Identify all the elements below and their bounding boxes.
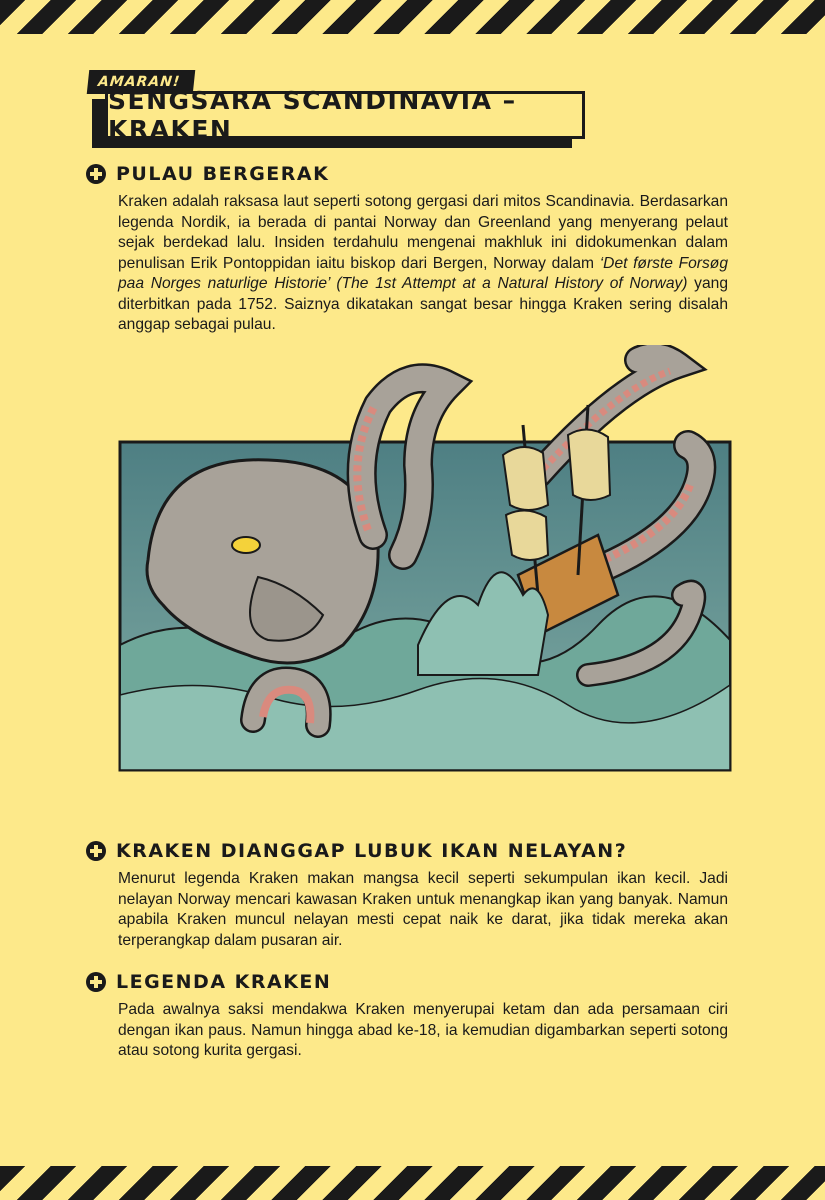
hazard-stripe-top [0, 0, 825, 34]
ship-sail [568, 429, 610, 500]
plus-circle-icon [86, 164, 106, 184]
section-title: PULAU BERGERAK [116, 163, 330, 185]
paragraph-text-end: yang diterbitkan pada 1752. Saiznya dikatakan sangat besar hingga Kraken sering disalah anggap sebagai pulau. [118, 275, 728, 333]
section-paragraph-pulau-bergerak [118, 192, 728, 336]
section-paragraph-lubuk-ikan: Menurut legenda Kraken makan mangsa kecil seperti sekumpulan ikan kecil. Jadi nelayan Norway mencari kawasan Kraken untuk menangkap ikan yang banyak. Namun apabila Kraken muncul nelayan mesti cepat naik ke darat, jika tidak mereka akan terperangkap dalam pusaran air. [118, 870, 728, 949]
title-panel [105, 86, 585, 144]
hazard-stripe-bottom [0, 1166, 825, 1200]
section-heading-lubuk-ikan [86, 840, 627, 862]
ship-sail [506, 510, 548, 560]
section-heading-pulau-bergerak [86, 163, 329, 185]
ship-sail [503, 447, 548, 510]
section-title: KRAKEN DIANGGAP LUBUK IKAN NELAYAN? [116, 840, 628, 862]
page-title: SENGSARA SCANDINAVIA – KRAKEN [108, 86, 517, 144]
warning-tag: AMARAN! [87, 70, 196, 94]
section-paragraph-legenda-kraken: Pada awalnya saksi mendakwa Kraken menyerupai ketam dan ada persamaan ciri dengan ikan paus. Namun hingga abad ke-18, ia kemudian digambarkan seperti sotong atau sotong kurita gergasi. [118, 1001, 728, 1059]
paragraph-text: Kraken adalah raksasa laut seperti sotong gergasi dari mitos Scandinavia. Berdasarkan legenda Nordik, ia berada di pantai Norway dan Greenland yang menyerang pelaut sejak berdekad lalu. Insiden terdahulu mengenai makhluk ini didokumenkan dalam penulisan Erik Pontoppidan iaitu biskop dari Bergen, Norway dalam [118, 193, 728, 272]
kraken-eye [232, 537, 260, 553]
book-title-italic: ‘Det første Forsøg paa Norges naturlige Historie’ (The 1st Attempt at a Natural History of Norway) [118, 254, 728, 292]
section-heading-legenda-kraken [86, 971, 331, 993]
section-title: LEGENDA KRAKEN [116, 971, 332, 993]
plus-circle-icon [86, 841, 106, 861]
kraken-illustration [118, 345, 732, 825]
plus-circle-icon [86, 972, 106, 992]
title-box [92, 86, 585, 148]
